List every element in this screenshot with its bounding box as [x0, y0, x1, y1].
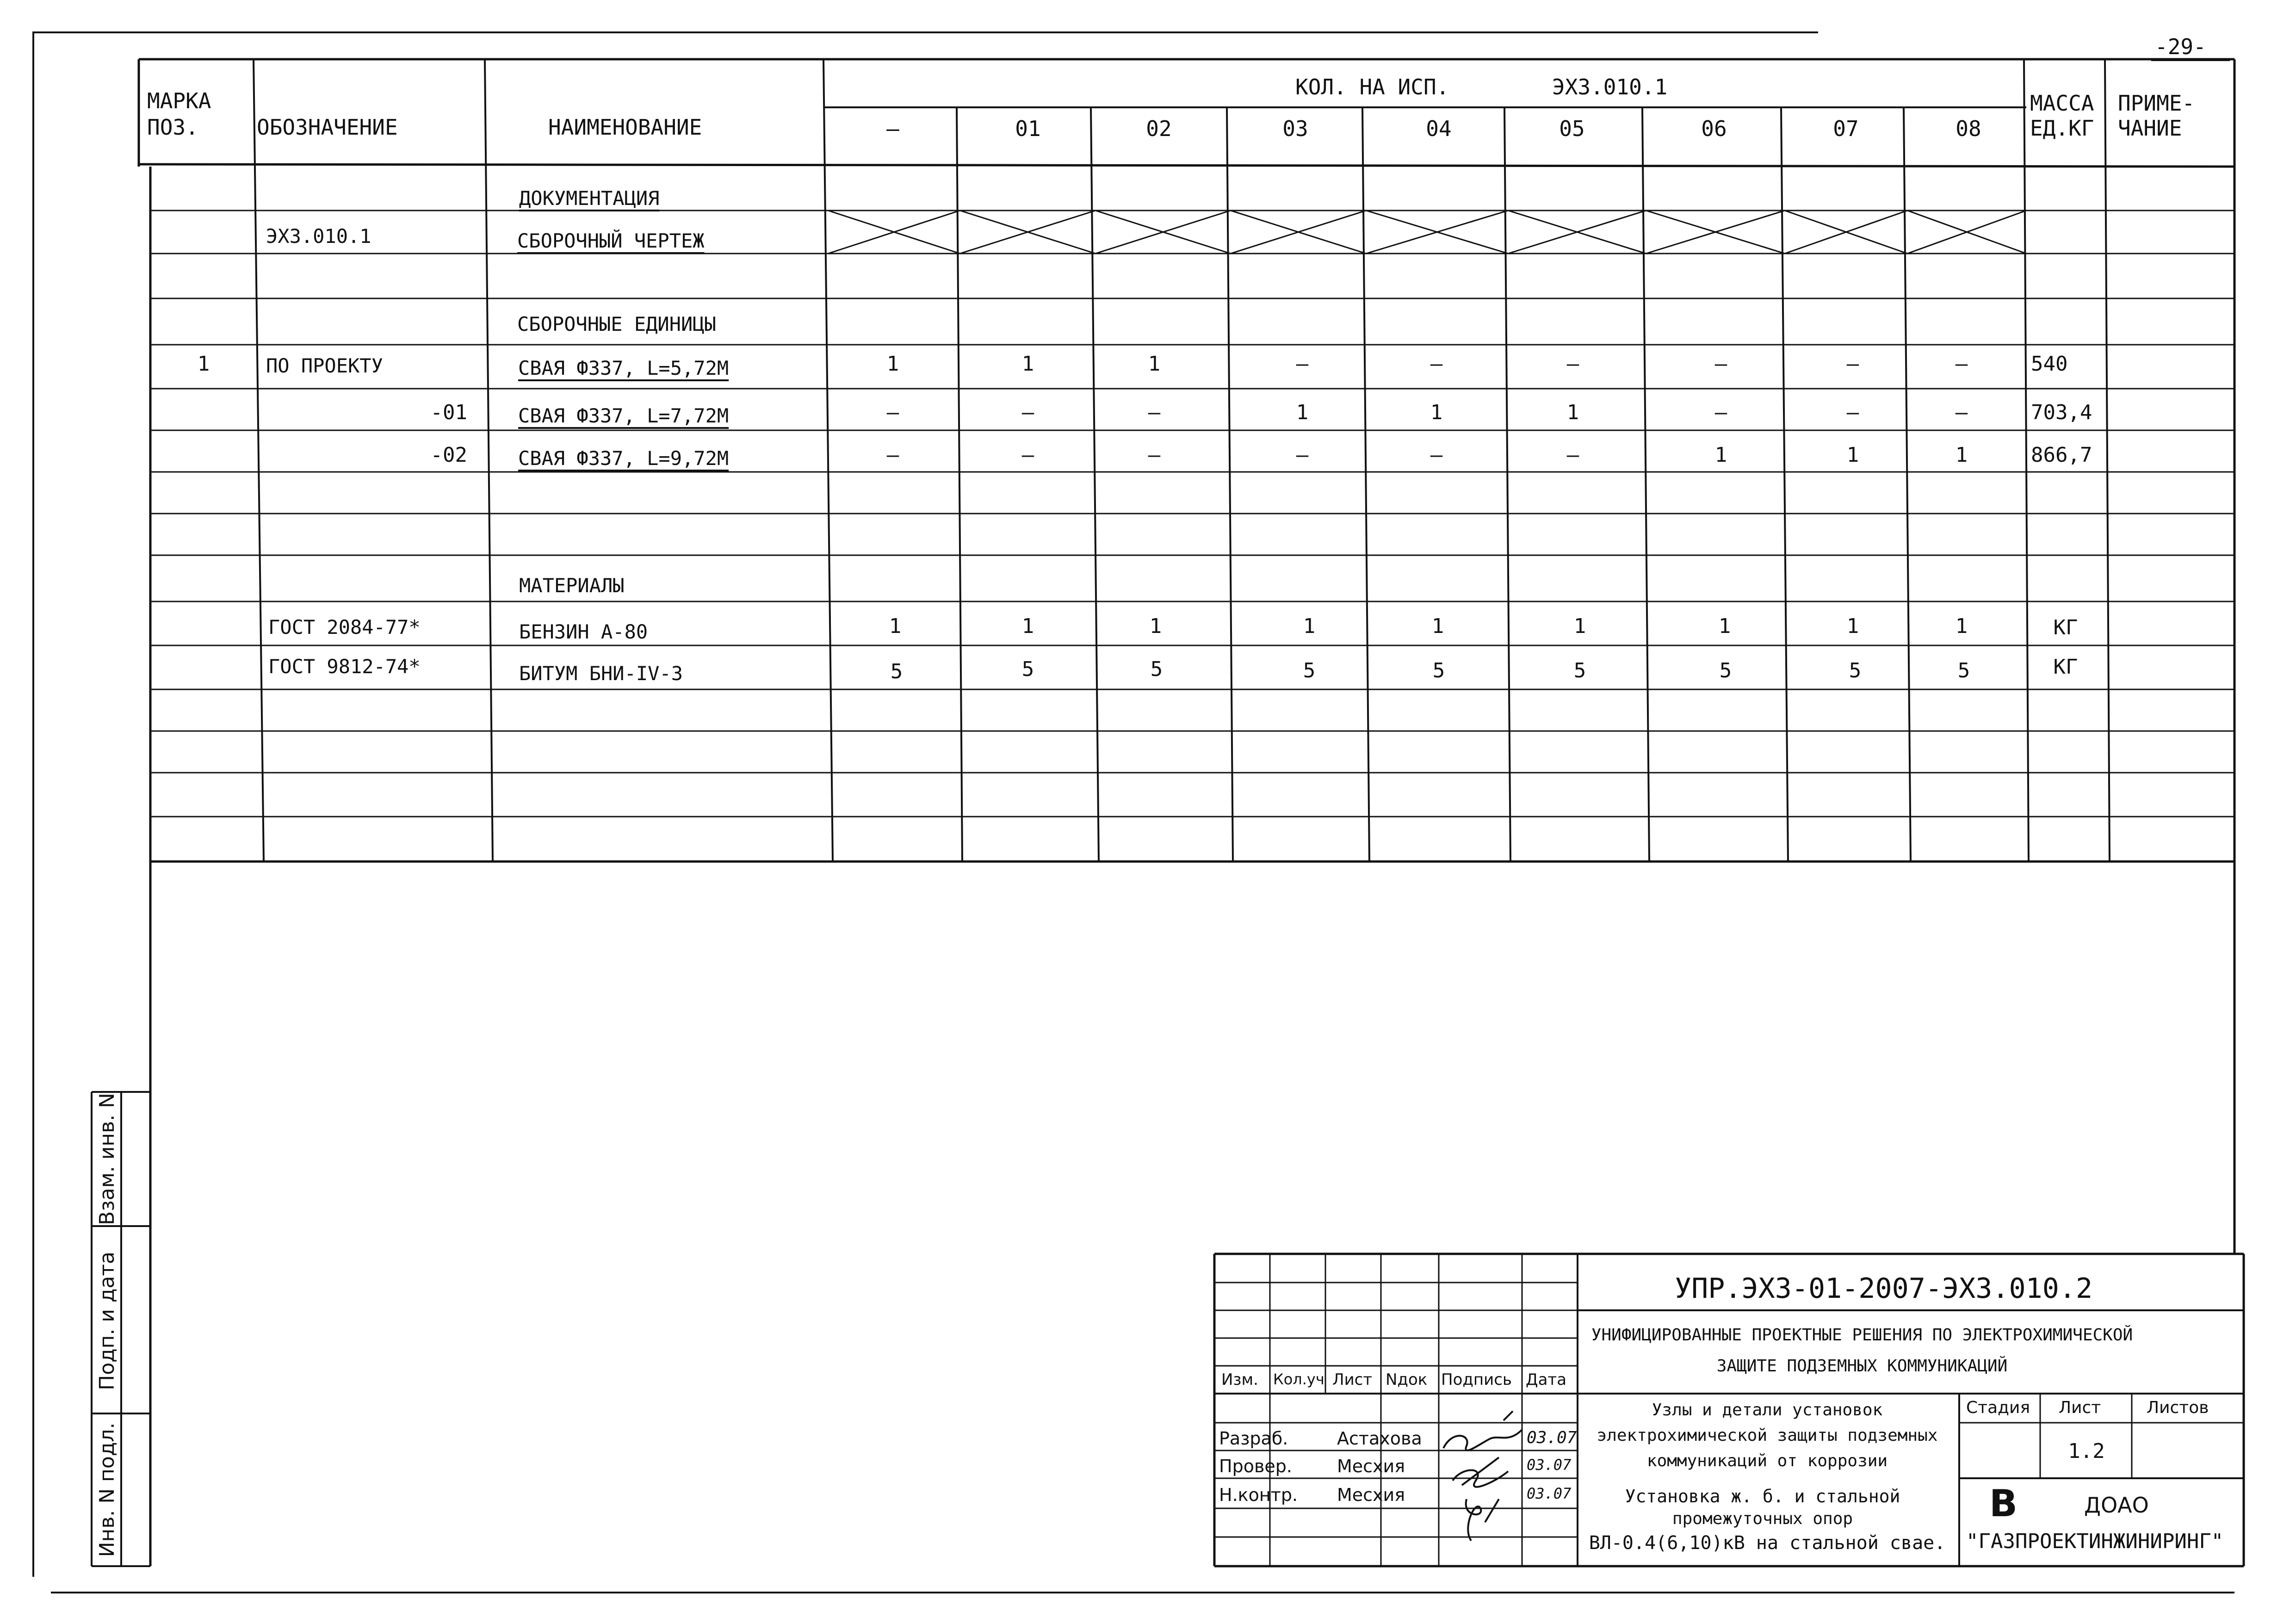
role-nkontr: Н.контр. [1219, 1485, 1298, 1505]
item-2-qty-6: – [1714, 401, 1727, 424]
item-2-qty-7: – [1846, 401, 1859, 424]
item-3-qty-5: – [1566, 443, 1579, 467]
material-1-qty-5: 1 [1573, 614, 1586, 638]
col-header-podpis: Подпись [1441, 1370, 1512, 1389]
material-2-qty-7: 5 [1849, 659, 1862, 682]
sheet-title-line-1: Установка ж. б. и стальной [1625, 1486, 1900, 1506]
item-1-qty-4: – [1430, 352, 1443, 376]
item-2-qty-2: – [1148, 401, 1161, 424]
doc-number: УПР.ЭХЗ-01-2007-ЭХЗ.010.2 [1675, 1272, 2093, 1305]
item-2-qty-4: 1 [1430, 401, 1443, 424]
material-2-name: БИТУМ БНИ-IV-3 [519, 662, 683, 685]
item-1-qty-6: – [1714, 352, 1727, 376]
header-naimenovanie: НАИМЕНОВАНИЕ [548, 115, 702, 140]
header-chanie: ЧАНИЕ [2118, 116, 2182, 141]
header-poz: ПОЗ. [147, 115, 198, 140]
item-1-name: СВАЯ Ф337, L=5,72М [518, 357, 729, 379]
variant-col-03: 03 [1282, 116, 1308, 141]
item-3-qty-2: – [1148, 443, 1161, 467]
item-1-pos: 1 [197, 352, 210, 376]
col-header-list: Лист [1332, 1370, 1373, 1389]
material-1-qty-2: 1 [1149, 614, 1162, 638]
material-2-designation: ГОСТ 9812-74* [268, 655, 421, 678]
item-2-qty-1: – [1021, 401, 1034, 424]
material-1-note: КГ [2053, 616, 2078, 639]
header-oboznachenie: ОБОЗНАЧЕНИЕ [257, 115, 398, 140]
role-prover-name: Месхия [1337, 1456, 1405, 1476]
item-2-qty-8: – [1955, 401, 1968, 424]
material-1-qty-7: 1 [1846, 614, 1859, 638]
material-2-qty-4: 5 [1432, 659, 1445, 682]
material-2-qty-1: 5 [1021, 657, 1034, 681]
sheets-label: Листов [2147, 1398, 2209, 1417]
section-documentation: ДОКУМЕНТАЦИЯ [519, 187, 660, 210]
page-number: -29- [2155, 34, 2206, 59]
item-3-designation: -02 [430, 443, 467, 467]
item-1-qty-0: 1 [886, 352, 899, 376]
item-1-qty-3: – [1296, 352, 1309, 376]
sheet-value: 1.2 [2068, 1439, 2105, 1463]
variant-col-08: 08 [1956, 116, 1981, 141]
role-prover: Провер. [1219, 1456, 1292, 1476]
header-kol-na-isp: КОЛ. НА ИСП. [1295, 74, 1449, 99]
role-nkontr-name: Месхия [1337, 1485, 1405, 1505]
header-ed-kg: ЕД.КГ [2030, 116, 2094, 141]
side-stamp-inv-podl: Инв. N подл. [95, 1422, 119, 1557]
item-3-qty-0: – [886, 443, 899, 467]
material-1-qty-6: 1 [1718, 614, 1731, 638]
item-2-qty-3: 1 [1296, 401, 1309, 424]
section-title-line-1: Узлы и детали установок [1652, 1401, 1883, 1419]
item-2-qty-0: – [886, 401, 899, 424]
sheet-label: Лист [2059, 1398, 2101, 1417]
item-3-qty-8: 1 [1955, 443, 1968, 467]
material-1-qty-1: 1 [1021, 614, 1034, 638]
side-stamp-podp-data: Подп. и дата [95, 1252, 119, 1390]
item-1-qty-2: 1 [1148, 352, 1161, 376]
role-razrab-date: 03.07 [1527, 1428, 1577, 1447]
item-3-mass: 866,7 [2031, 443, 2092, 467]
item-2-name: СВАЯ Ф337, L=7,72М [518, 404, 729, 427]
assembly-drawing: СБОРОЧНЫЙ ЧЕРТЕЖ [517, 229, 705, 252]
variant-col-0: – [886, 116, 899, 141]
material-2-qty-0: 5 [890, 660, 903, 683]
section-materials: МАТЕРИАЛЫ [519, 574, 625, 597]
variant-col-07: 07 [1833, 116, 1859, 141]
role-razrab-name: Астахова [1337, 1428, 1422, 1449]
variant-col-02: 02 [1146, 116, 1172, 141]
stage-label: Стадия [1966, 1398, 2030, 1417]
col-header-izm: Изм. [1221, 1370, 1258, 1389]
material-2-qty-3: 5 [1303, 659, 1316, 682]
header-massa: МАССА [2030, 91, 2094, 116]
material-2-qty-5: 5 [1573, 659, 1586, 682]
variant-col-04: 04 [1426, 116, 1452, 141]
item-3-qty-7: 1 [1846, 443, 1859, 467]
assembly-code: ЭХЗ.010.1 [266, 225, 371, 248]
company-form: ДОАО [2084, 1493, 2149, 1518]
variant-col-01: 01 [1015, 116, 1041, 141]
item-1-qty-7: – [1846, 352, 1859, 376]
sheet-title-line-3: ВЛ-0.4(6,10)кВ на стальной свае. [1589, 1532, 1946, 1554]
company-name: "ГАЗПРОЕКТИНЖИНИРИНГ" [1966, 1530, 2224, 1553]
material-1-name: БЕНЗИН А-80 [519, 620, 648, 643]
item-2-mass: 703,4 [2031, 401, 2092, 424]
section-units: СБОРОЧНЫЕ ЕДИНИЦЫ [517, 313, 716, 335]
material-1-designation: ГОСТ 2084-77* [268, 616, 421, 638]
role-razrab: Разраб. [1219, 1428, 1288, 1449]
item-3-qty-1: – [1021, 443, 1034, 467]
side-stamp-vzam-inv: Взам. инв. N [95, 1093, 119, 1225]
material-2-qty-8: 5 [1957, 659, 1970, 682]
company-logo: В [1989, 1482, 2018, 1525]
section-title-line-3: коммуникаций от коррозии [1646, 1451, 1888, 1470]
role-nkontr-date: 03.07 [1527, 1485, 1572, 1502]
signatures [1434, 1402, 1536, 1550]
item-1-qty-5: – [1566, 352, 1579, 376]
material-1-qty-3: 1 [1303, 614, 1316, 638]
item-1-qty-8: – [1955, 352, 1968, 376]
material-2-note: КГ [2053, 655, 2078, 679]
header-prime: ПРИМЕ- [2118, 91, 2195, 116]
material-2-qty-6: 5 [1719, 659, 1732, 682]
material-1-qty-8: 1 [1955, 614, 1968, 638]
item-3-qty-3: – [1296, 443, 1309, 467]
variant-col-05: 05 [1559, 116, 1585, 141]
item-1-qty-1: 1 [1021, 352, 1034, 376]
item-1-designation: ПО ПРОЕКТУ [266, 354, 383, 377]
col-header-ndok: Nдок [1386, 1370, 1428, 1389]
section-title-line-2: электрохимической защиты подземных [1597, 1426, 1938, 1445]
variant-col-06: 06 [1701, 116, 1727, 141]
material-1-qty-0: 1 [889, 614, 902, 638]
item-1-mass: 540 [2031, 352, 2068, 376]
item-3-qty-6: 1 [1714, 443, 1727, 467]
project-title-line-2: ЗАЩИТЕ ПОДЗЕМНЫХ КОММУНИКАЦИЙ [1716, 1357, 2008, 1376]
item-2-qty-5: 1 [1566, 401, 1579, 424]
header-marka: МАРКА [147, 88, 211, 113]
material-2-qty-2: 5 [1150, 657, 1163, 681]
item-3-qty-4: – [1430, 443, 1443, 467]
col-header-data: Дата [1526, 1370, 1567, 1389]
header-doc-code: ЭХЗ.010.1 [1552, 74, 1668, 99]
sheet-title-line-2: промежуточных опор [1672, 1509, 1853, 1528]
item-2-designation: -01 [430, 401, 467, 424]
col-header-kol-uch: Кол.уч [1273, 1370, 1324, 1388]
project-title-line-1: УНИФИЦИРОВАННЫЕ ПРОЕКТНЫЕ РЕШЕНИЯ ПО ЭЛЕКТРОХИМИЧЕСКОЙ [1591, 1326, 2133, 1345]
role-prover-date: 03.07 [1527, 1456, 1572, 1474]
material-1-qty-4: 1 [1431, 614, 1444, 638]
item-3-name: СВАЯ Ф337, L=9,72М [518, 447, 729, 470]
